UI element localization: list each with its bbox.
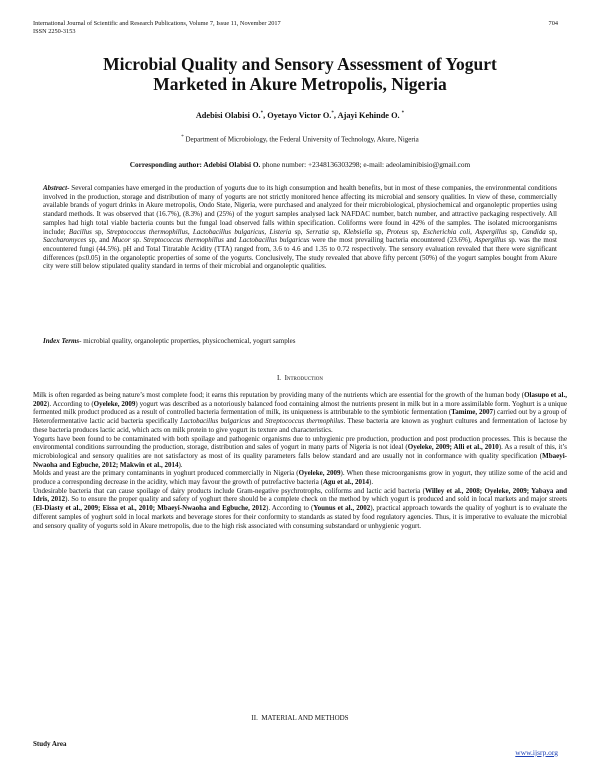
abstract-text: were the most prevailing bacteria encountered (23.6%), <box>309 236 475 245</box>
organism-name: Lactobacillus bulgaricus <box>192 227 265 236</box>
organism-name: Proteus <box>386 227 409 236</box>
paragraph <box>33 435 567 470</box>
body-text: ). <box>178 460 183 469</box>
corresponding-contact: phone number: +2348136303298; e-mail: adeolaminibisio@gmail.com <box>262 160 471 169</box>
page-number: 704 <box>548 20 558 27</box>
organism-name: Listeria <box>269 227 292 236</box>
journal-name: International Journal of Scientific and Research Publications, Volume 7, Issue 11, November 2017 <box>33 20 281 27</box>
paragraph <box>33 469 567 486</box>
abstract-text: sp, <box>545 227 558 236</box>
section-title: MATERIAL AND METHODS <box>261 714 349 722</box>
abstract-text: sp, <box>91 227 107 236</box>
section-heading-introduction <box>30 374 570 382</box>
index-terms <box>43 337 557 345</box>
body-text: Undesirable bacteria that can cause spoilage of dairy products include Gram-negative psychrotrophs, coliforms and lactic acid bacteria ( <box>33 486 425 495</box>
abstract-text: , <box>470 227 476 236</box>
abstract-text: sp, and <box>86 236 112 245</box>
abstract-text: Several companies have emerged in the production of yogurts due to its high consumption and health benefits, but in most of these companies, the environmental conditions involved in the production, storage and distribution of many of yogurts are not strictly monitored hence affecting its microbial and sensory qualities. In view of these, commercially available brands of yogurt drinks in Akure metropolis, Ondo State, Nigeria, were purchased and analyzed for their microbiological, physiochemical and organoleptic properties using standard methods. It was observed that (16.7%), (8.3%) and (25%) of the yogurt samples analysed lack NAFDAC number, batch number, and attractive packaging respectively. All samples had high total viable bacteria counts but the fungal load observed falls within specification. Coliforms were found in 42% of the samples. The isolated microorganisms include; <box>43 184 557 236</box>
citation: Mbaeyi-Nwaoha and Egbuche, 2012; Makwin et al., 2014 <box>33 451 567 469</box>
body-text: ) carried out by a group of Heterofermentative lactic acid bacteria specifically <box>33 408 567 426</box>
author-2: Oyetayo Victor O. <box>267 111 332 120</box>
author-list: Adebisi Olabisi O.*, Oyetayo Victor O.*, Ajayi Kehinde O. * <box>195 111 405 120</box>
organism-name: Aspergillus <box>475 227 507 236</box>
paper-title <box>30 54 570 94</box>
subsection-study-area: Study Area <box>33 740 67 748</box>
abstract-text: sp. <box>130 236 144 245</box>
paragraph <box>33 487 567 531</box>
citation: El-Diasty et al., 2009; Eissa et al., 2010; Mbaeyi-Nwaoha and Egbuche, 2012 <box>35 504 266 513</box>
organism-name: Candida <box>521 227 546 236</box>
body-text: ) yogurt was described as a notoriously balanced food containing almost the nutrients present in milk but in a more assimilable form. Yoghurt is a unique fermented milk product produced as a result of controlled bacteria fermentation of milk, its uniqueness is attributable to the symbiotic fermentation ( <box>33 399 568 417</box>
organism-name: Escherichia coli <box>422 227 471 236</box>
author-mark: * <box>260 111 264 117</box>
author-mark: * <box>401 111 405 117</box>
section-number: I. <box>276 374 282 382</box>
affiliation-mark: * <box>181 135 184 140</box>
organism-name: Lactobacillus bulgaricus <box>180 417 251 426</box>
index-terms-label: Index Terms <box>43 337 80 345</box>
organism-name: Streptococcus thermophillus <box>143 236 224 245</box>
section-title: Introduction <box>284 374 324 382</box>
organism-name: Aspergillus <box>474 236 507 245</box>
abstract-text: and <box>223 236 239 245</box>
title-line-1: Microbial Quality and Sensory Assessment of Yogurt <box>103 54 497 74</box>
corresponding-label: Corresponding author: Adebisi Olabisi O. <box>129 160 261 169</box>
abstract-text: sp. was the most encountered fungi (44.5%). pH and Total Titratable Acidity (TTA) ranged from, 3.6 to 4.6 and 1.35 to 0.72 respectively. The sensory evaluation revealed that there were significant differences (p≤0.05) in the organoleptic properties of some of the yogurts. Conclusively, The study revealed that above fifty percent (50%) of the yogurt samples bought from Akure city were still below stipulated quality standard in terms of their microbial and organoleptic qualities. <box>43 236 557 271</box>
organism-name: Streptococcus thermophilus <box>265 417 344 426</box>
section-heading-methods <box>30 714 570 722</box>
author-mark: * <box>331 111 334 117</box>
organism-name: Serratia <box>305 227 329 236</box>
abstract-text: , <box>264 227 270 236</box>
index-terms-text: - microbial quality, organoleptic properties, physicochemical, yogurt samples <box>79 337 296 345</box>
footer-link[interactable]: www.ijsrp.org <box>515 748 558 757</box>
abstract-text: sp, <box>408 227 423 236</box>
organism-name: Lactobacillus bulgaricus <box>238 236 310 245</box>
issn: ISSN 2250-3153 <box>33 28 76 35</box>
citation: Agu et al., 2014 <box>322 478 370 487</box>
affiliation-text: Department of Microbiology, the Federal University of Technology, Akure, Nigeria <box>185 135 419 144</box>
title-line-2: Marketed in Akure Metropolis, Nigeria <box>153 74 447 94</box>
body-text: ). As a result of this, it’s microbiological and sensory qualities are not satisfactory as most of its quality parameters falls below standard and are usually not in conformance with quality specification ( <box>33 443 568 460</box>
citation: Willey et al., 2008; Oyeleke, 2009; Yabaya and Idris, 2012 <box>33 486 567 504</box>
organism-name: Bacillus <box>68 227 92 236</box>
body-text: Molds and yeast are the primary contaminants in yoghurt produced commercially in Nigeria ( <box>33 469 299 478</box>
introduction-body <box>33 391 567 530</box>
organism-name: Mucor <box>111 236 131 245</box>
body-text: ). When these microorganisms grow in yogurt, they utilize some of the acid and produce a corresponding decrease in the acidity, which may favour the growth of putrefactive bacteria ( <box>33 469 567 487</box>
citation: Oyeleke, 2009; Alli et al., 2010 <box>407 443 499 452</box>
abstract-text: sp, <box>371 227 387 236</box>
body-text: ). <box>369 478 374 487</box>
body-text: ). According to ( <box>47 399 94 408</box>
citation: Tamime, 2007 <box>451 408 493 417</box>
author-1: Adebisi Olabisi O. <box>195 111 261 120</box>
corresponding-author <box>30 160 570 169</box>
body-text: Milk is often regarded as being nature’s most complete food; it earns this reputation by providing many of the nutrients which are essential for the growth of the human body ( <box>33 391 525 399</box>
body-text: Yogurts have been found to be contaminated with both spoilage and pathogenic organisms due to unhygienic pre production, production and post production processes. This is because the environmental conditions surrounding the production, storage, distribution and sales of yogurt in many parts of Nigeria is not ideal ( <box>33 434 567 452</box>
citation: Olasupo et al., 2002 <box>33 391 567 408</box>
affiliation <box>30 135 570 143</box>
abstract-text: , <box>187 227 193 236</box>
abstract-text: sp, <box>328 227 344 236</box>
abstract <box>43 184 557 271</box>
body-text: . These bacteria are known as yoghurt cultures and fermentation of lactose by these bacteria produces lactic acid, which acts on milk protein to give yogurt its texture and characteristics. <box>33 417 567 434</box>
abstract-text: sp, <box>506 227 522 236</box>
abstract-label: Abstract- <box>43 184 70 192</box>
citation: Oyeleke, 2009 <box>93 399 136 408</box>
body-text: ). So to ensure the proper quality and safety of yoghurt there should be a complete check on the method by which yogurt is produced and sold in local markets and major streets ( <box>33 495 567 513</box>
organism-name: Saccharomyces <box>43 236 87 245</box>
organism-name: Streptococcus thermophillus <box>106 227 188 236</box>
author-3: Ajayi Kehinde O. <box>337 111 400 120</box>
paragraph <box>33 391 567 435</box>
abstract-text: sp, <box>291 227 306 236</box>
organism-name: Klebsiella <box>343 227 372 236</box>
running-header <box>33 20 281 36</box>
body-text: and <box>250 417 266 426</box>
citation: Younus et al., 2002 <box>313 504 371 513</box>
body-text: ), practical approach towards the quality of yoghurt is to evaluate the different samples of yoghurt sold in local markets and beverage stores for their conformity to standards as stated by food regulatory agencies. Thus, it is imperative to evaluate the microbial and sensory quality of yogurts sold in Akure metropolis, due to the high risk associated with consuming substandard or unhygienic yogurt. <box>33 504 567 530</box>
section-number: II. <box>251 714 258 722</box>
body-text: ). According to ( <box>266 504 314 513</box>
citation: Oyeleke, 2009 <box>298 469 341 478</box>
